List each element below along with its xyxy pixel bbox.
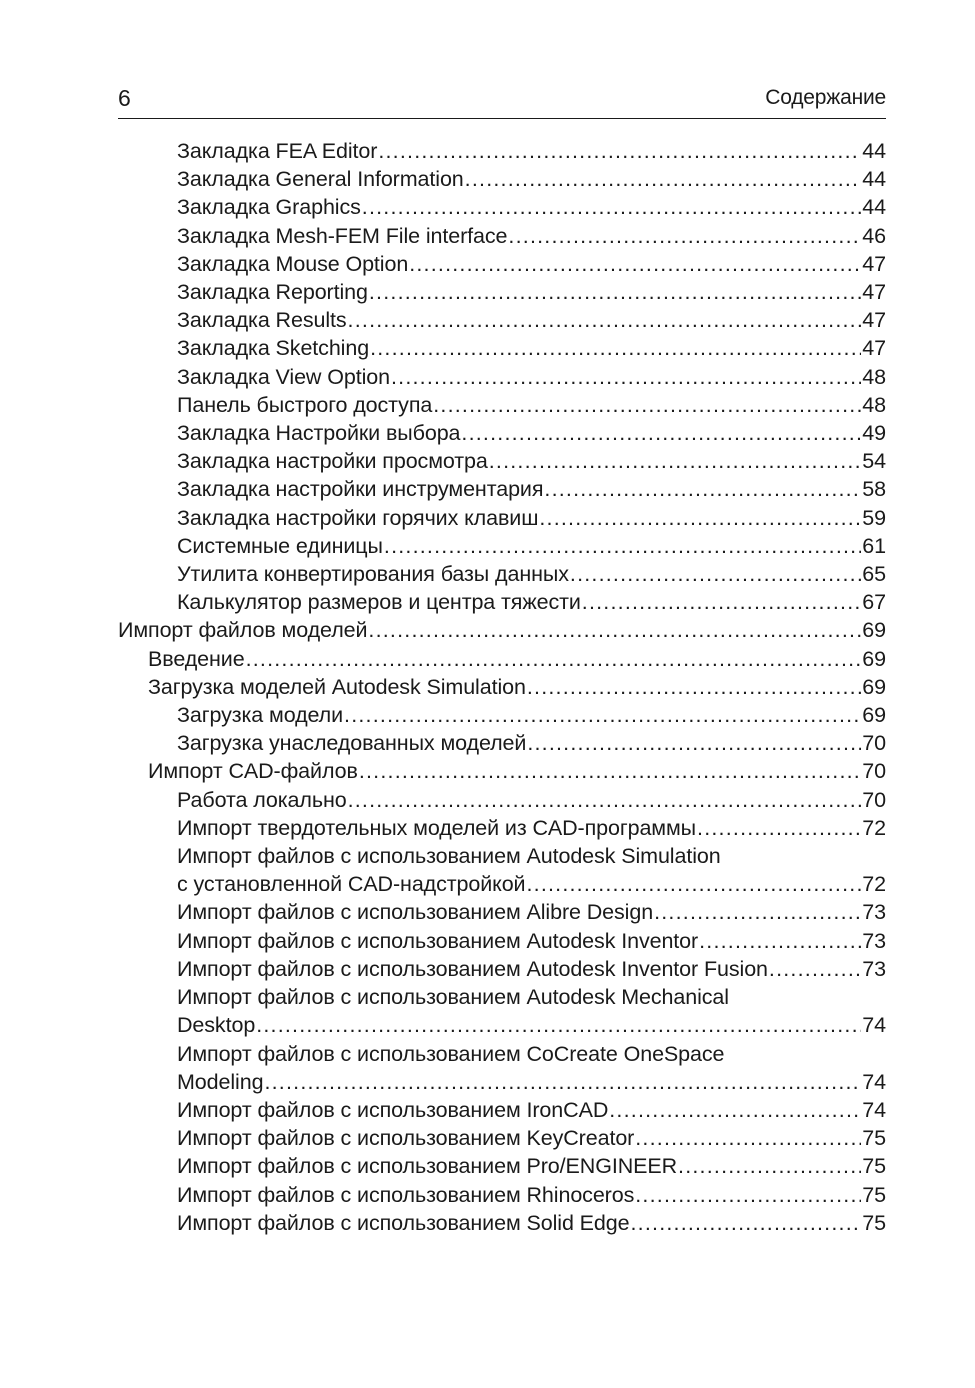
toc-entry-line <box>177 193 886 221</box>
dot-leader <box>369 278 861 306</box>
toc-entry[interactable] <box>118 363 886 391</box>
dot-leader <box>362 193 862 221</box>
toc-page-number: 73 <box>862 928 886 953</box>
toc-entry-title: Введение <box>148 646 245 671</box>
toc-entry-line <box>177 1209 886 1237</box>
dot-leader <box>508 222 861 250</box>
toc-page-number: 70 <box>862 787 886 812</box>
toc-entry[interactable] <box>118 898 886 926</box>
toc-page-number: 74 <box>862 1013 886 1038</box>
dot-leader <box>348 786 862 814</box>
toc-page-number: 72 <box>862 815 886 840</box>
dot-leader <box>527 729 861 757</box>
toc-entry-line <box>177 419 886 447</box>
toc-entry[interactable] <box>118 645 886 673</box>
toc-entry[interactable] <box>118 842 886 898</box>
toc-entry-line <box>177 475 886 503</box>
toc-entry-title: Импорт файлов с использованием Alibre Design <box>177 900 654 925</box>
toc-entry[interactable] <box>118 1096 886 1124</box>
toc-entry-line <box>177 137 886 165</box>
toc-entry-line <box>177 504 886 532</box>
toc-entry-title: Modeling <box>177 1069 264 1094</box>
toc-entry-title: Импорт файлов с использованием Pro/ENGINEER <box>177 1154 678 1179</box>
dot-leader <box>465 165 862 193</box>
dot-leader <box>697 814 861 842</box>
toc-page-number: 44 <box>862 195 886 220</box>
toc-entry[interactable] <box>118 673 886 701</box>
toc-entry-title-line: Импорт файлов с использованием Autodesk Simulation <box>177 844 721 869</box>
toc-entry-line <box>177 814 886 842</box>
dot-leader <box>391 363 861 391</box>
toc-entry-line <box>177 165 886 193</box>
toc-page-number: 69 <box>862 618 886 643</box>
toc-entry-line <box>177 391 886 419</box>
toc-page-number: 61 <box>862 533 886 558</box>
toc-entry[interactable] <box>118 278 886 306</box>
toc-page-number: 69 <box>862 703 886 728</box>
dot-leader <box>384 532 861 560</box>
toc-page-number: 49 <box>862 421 886 446</box>
toc-entry-line <box>177 701 886 729</box>
toc-entry-line <box>177 1011 886 1039</box>
toc-entry-line <box>148 645 886 673</box>
toc-page-number: 58 <box>862 477 886 502</box>
toc-entry-line <box>177 1068 886 1096</box>
toc-entry-line <box>177 306 886 334</box>
dot-leader <box>526 870 861 898</box>
dot-leader <box>609 1096 861 1124</box>
toc-entry-title: Загрузка модели <box>177 703 344 728</box>
dot-leader <box>539 504 861 532</box>
toc-entry-line <box>177 447 886 475</box>
toc-entry[interactable] <box>118 560 886 588</box>
toc-entry-line <box>148 673 886 701</box>
toc-entry[interactable] <box>118 1209 886 1237</box>
toc-entry[interactable] <box>118 391 886 419</box>
dot-leader <box>461 419 861 447</box>
toc-entry-title: Калькулятор размеров и центра тяжести <box>177 590 581 615</box>
toc-page-number: 47 <box>862 251 886 276</box>
toc-entry-title: Импорт твердотельных моделей из CAD-программы <box>177 815 697 840</box>
toc-entry[interactable] <box>118 447 886 475</box>
toc-page-number: 73 <box>862 900 886 925</box>
toc-entry-line <box>177 1181 886 1209</box>
dot-leader <box>489 447 862 475</box>
toc-entry[interactable] <box>118 786 886 814</box>
dot-leader <box>370 334 861 362</box>
dot-leader <box>635 1181 861 1209</box>
toc-entry-title: Закладка настройки инструментария <box>177 477 544 502</box>
toc-entry-title: Закладка FEA Editor <box>177 139 378 163</box>
toc-entry-line <box>177 927 886 955</box>
toc-page-number: 47 <box>862 280 886 305</box>
dot-leader <box>368 616 861 644</box>
toc-entry-line <box>177 1152 886 1180</box>
dot-leader <box>264 1068 861 1096</box>
toc-page-number: 70 <box>862 731 886 756</box>
toc-page-number: 74 <box>862 1069 886 1094</box>
toc-entry-title: Закладка настройки горячих клавиш <box>177 505 539 530</box>
toc-entry-line <box>177 588 886 616</box>
toc-entry-line <box>177 334 886 362</box>
toc-entry[interactable] <box>118 955 886 983</box>
toc-entry-title: Закладка Mouse Option <box>177 251 409 276</box>
dot-leader <box>769 955 861 983</box>
toc-page-number: 46 <box>862 223 886 248</box>
toc-entry-title: Закладка Sketching <box>177 336 370 361</box>
toc-entry[interactable] <box>118 588 886 616</box>
dot-leader <box>570 560 861 588</box>
toc-page-number: 74 <box>862 1097 886 1122</box>
toc-entry-line <box>177 786 886 814</box>
toc-page-number: 75 <box>862 1182 886 1207</box>
dot-leader <box>378 137 861 165</box>
toc-entry-line <box>177 250 886 278</box>
toc-entry-title: Утилита конвертирования базы данных <box>177 562 569 587</box>
dot-leader <box>654 898 861 926</box>
toc-entry-title: Загрузка унаследованных моделей <box>177 731 527 756</box>
toc-entry-title: Закладка Reporting <box>177 280 368 305</box>
toc-entry[interactable] <box>118 729 886 757</box>
toc-entry[interactable] <box>118 616 886 644</box>
toc-page-number: 59 <box>862 505 886 530</box>
toc-entry[interactable] <box>118 334 886 362</box>
toc-entry[interactable] <box>118 193 886 221</box>
toc-entry-line <box>177 955 886 983</box>
toc-entry-line <box>148 757 886 785</box>
toc-entry[interactable] <box>118 1124 886 1152</box>
toc-entry-line <box>177 532 886 560</box>
dot-leader <box>527 673 861 701</box>
section-title: Содержание <box>765 86 886 109</box>
toc-entry[interactable] <box>118 475 886 503</box>
toc-entry[interactable] <box>118 1152 886 1180</box>
toc-entry-title: Импорт файлов с использованием IronCAD <box>177 1097 609 1122</box>
toc-entry-title: Работа локально <box>177 787 347 812</box>
toc-entry[interactable] <box>118 1181 886 1209</box>
toc-page-number: 47 <box>862 336 886 361</box>
toc-entry-title: Импорт файлов с использованием Rhinoceros <box>177 1182 635 1207</box>
toc-entry-title-line: Импорт файлов с использованием CoCreate OneSpace <box>177 1041 725 1066</box>
toc-entry-title: Desktop <box>177 1013 256 1038</box>
toc-entry-title: Закладка General Information <box>177 167 464 192</box>
toc-entry-line <box>177 278 886 306</box>
toc-page-number: 48 <box>862 392 886 417</box>
toc-entry[interactable] <box>118 165 886 193</box>
toc-entry-title: Закладка Graphics <box>177 195 361 220</box>
toc-page-number: 73 <box>862 956 886 981</box>
toc-entry-title-line: Импорт файлов с использованием Autodesk Mechanical <box>177 985 729 1010</box>
toc-page-number: 69 <box>862 674 886 699</box>
toc-page-number: 69 <box>862 646 886 671</box>
toc-entry-title: Закладка Results <box>177 308 347 333</box>
toc-entry[interactable] <box>118 1040 886 1096</box>
toc-entry[interactable] <box>118 927 886 955</box>
toc-entry-line <box>177 222 886 250</box>
toc-entry[interactable] <box>118 250 886 278</box>
toc-entry-title: Импорт файлов с использованием Autodesk Inventor <box>177 928 699 953</box>
page-number: 6 <box>118 85 131 111</box>
toc-entry-line <box>177 1096 886 1124</box>
toc-entry[interactable] <box>118 222 886 250</box>
toc-entry-line <box>177 560 886 588</box>
toc-entry[interactable] <box>118 532 886 560</box>
toc-entry[interactable] <box>118 701 886 729</box>
dot-leader <box>678 1152 861 1180</box>
toc-entry-title: с установленной CAD-надстройкой <box>177 872 526 897</box>
toc-entry-title: Импорт файлов с использованием Autodesk Inventor Fusion <box>177 956 768 981</box>
table-of-contents <box>118 137 886 1237</box>
dot-leader <box>699 927 861 955</box>
toc-entry[interactable] <box>118 137 886 165</box>
toc-entry-title: Закладка View Option <box>177 364 390 389</box>
dot-leader <box>344 701 861 729</box>
toc-entry[interactable] <box>118 983 886 1039</box>
dot-leader <box>635 1124 861 1152</box>
toc-entry[interactable] <box>118 419 886 447</box>
toc-entry-title: Панель быстрого доступа <box>177 392 433 417</box>
dot-leader <box>544 475 861 503</box>
toc-entry[interactable] <box>118 306 886 334</box>
dot-leader <box>433 391 861 419</box>
dot-leader <box>348 306 862 334</box>
toc-page-number: 48 <box>862 364 886 389</box>
toc-page-number: 47 <box>862 308 886 333</box>
dot-leader <box>246 645 862 673</box>
toc-page-number: 70 <box>862 759 886 784</box>
toc-entry-title: Импорт файлов моделей <box>118 618 368 643</box>
dot-leader <box>631 1209 862 1237</box>
toc-page-number: 67 <box>862 590 886 615</box>
toc-page-number: 54 <box>862 449 886 474</box>
toc-page-number: 72 <box>862 872 886 897</box>
dot-leader <box>256 1011 861 1039</box>
toc-entry-line <box>177 870 886 898</box>
toc-entry-title: Импорт CAD-файлов <box>148 759 358 784</box>
toc-entry-title: Импорт файлов с использованием Solid Edge <box>177 1210 630 1235</box>
toc-page-number: 44 <box>862 139 886 163</box>
toc-entry-line <box>118 616 886 644</box>
toc-page-number: 75 <box>862 1126 886 1151</box>
dot-leader <box>409 250 861 278</box>
dot-leader <box>582 588 862 616</box>
toc-entry[interactable] <box>118 757 886 785</box>
toc-entry-line <box>177 363 886 391</box>
toc-entry-title: Закладка настройки просмотра <box>177 449 488 474</box>
toc-entry[interactable] <box>118 504 886 532</box>
toc-entry-line <box>177 729 886 757</box>
toc-entry-title: Системные единицы <box>177 533 383 558</box>
running-header <box>118 84 886 119</box>
toc-entry-line <box>177 898 886 926</box>
toc-page-number: 44 <box>862 167 886 192</box>
toc-page-number: 65 <box>862 562 886 587</box>
toc-entry-line <box>177 1124 886 1152</box>
toc-page-number: 75 <box>862 1210 886 1235</box>
toc-entry-title: Загрузка моделей Autodesk Simulation <box>148 674 526 699</box>
toc-entry-title: Импорт файлов с использованием KeyCreator <box>177 1126 635 1151</box>
toc-entry[interactable] <box>118 814 886 842</box>
toc-entry-title: Закладка Настройки выбора <box>177 421 461 446</box>
toc-page-number: 75 <box>862 1154 886 1179</box>
dot-leader <box>359 757 861 785</box>
toc-entry-title: Закладка Mesh-FEM File interface <box>177 223 508 248</box>
